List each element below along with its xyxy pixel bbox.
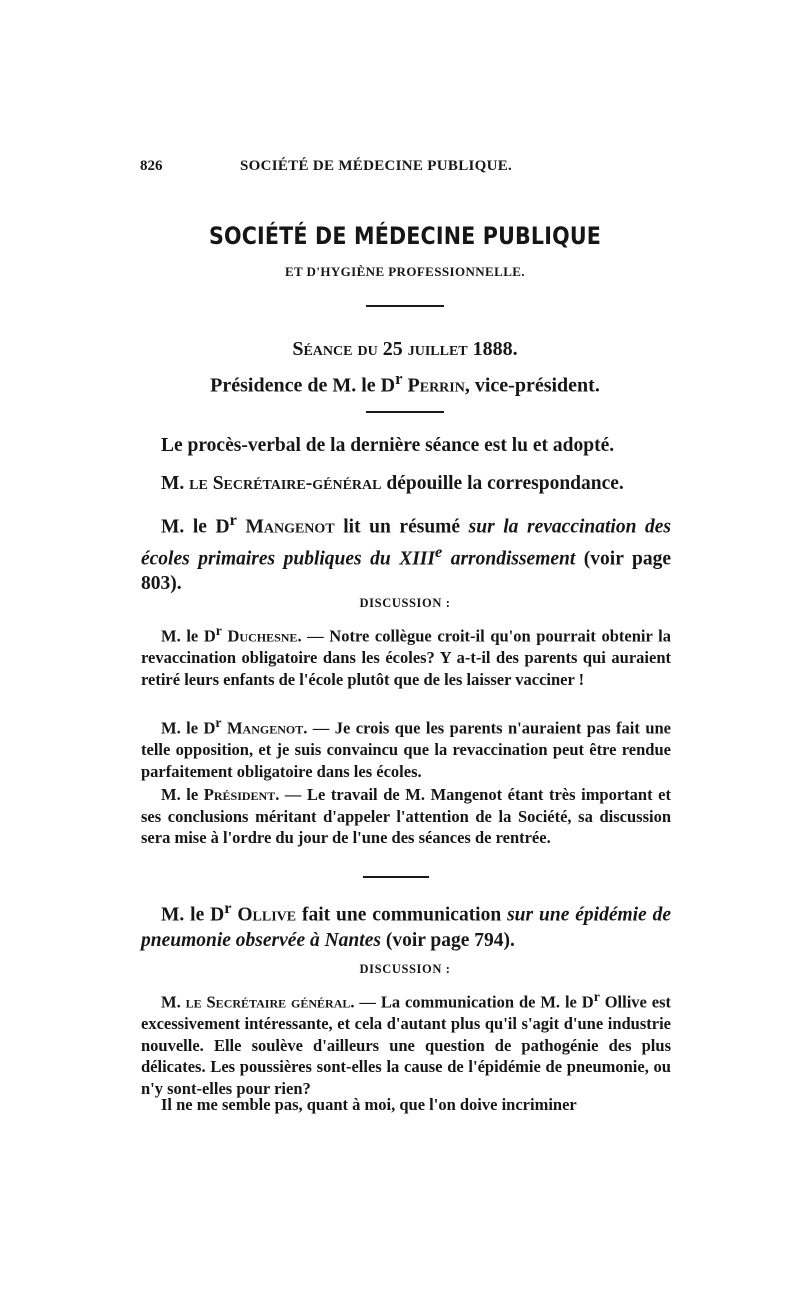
- presidency-prefix: Présidence de M. le D: [210, 374, 396, 397]
- section-divider: [363, 876, 429, 878]
- mangenot-name: Mangenot: [245, 516, 335, 538]
- p3-text: lit un résumé: [334, 516, 469, 538]
- p3-dr-sup: r: [229, 511, 237, 529]
- discussion-heading: DISCUSSION :: [359, 596, 451, 610]
- comm-dr-sup: r: [224, 899, 232, 917]
- society-title: SOCIÉTÉ DE MÉDECINE PUBLIQUE: [208, 222, 602, 250]
- secretary-general-speaker: M. le Secrétaire-général: [161, 473, 382, 494]
- s1-dr-sup: r: [593, 989, 600, 1004]
- presidency-dr-sup: r: [395, 369, 403, 388]
- d1-dr-sup: r: [215, 623, 222, 638]
- d2-dr-sup: r: [215, 715, 222, 730]
- seance-year: 1888.: [472, 338, 518, 360]
- seance-month: juillet: [407, 338, 468, 360]
- d3-text: . — Le travail de M. Mangenot étant très important et ses conclusions méritant d'appeler l'attention de la Société, sa discussion sera mise à l'ordre du jour de l'une des séances de rentrée.: [141, 785, 671, 847]
- comm-prefix: M. le D: [161, 904, 225, 926]
- presidency-suffix: , vice-président.: [464, 374, 600, 397]
- d1-prefix: M. le D: [161, 626, 216, 646]
- comm-text: fait une communication: [296, 904, 508, 926]
- secretary-general-continuation: Il ne me semble pas, quant à moi, que l'on doive incriminer: [161, 1095, 577, 1114]
- s1-rest: Ollive est excessivement intéressante, et cela d'autant plus qu'il s'agit d'une industrie nouvelle. Elle soulève d'ailleurs une question de pathogénie des plus délicates. Les poussières sont-elles la cause de l'épidémie de pneumonie, ou n'y sont-elles pour rien?: [141, 992, 671, 1098]
- correspondence-text: dépouille la correspondance.: [381, 473, 624, 494]
- d2-text: . — Je crois que les parents n'auraient pas fait une telle opposition, et je suis convaincu que la revaccination peut être rendue parfaitement obligatoire dans les écoles.: [141, 718, 671, 781]
- president-paragraph: [141, 784, 671, 849]
- d3-prefix: M. le: [161, 785, 204, 804]
- s1-text: . — La communication de M. le D: [350, 992, 594, 1012]
- secretary-general-speaker: M. le Secrétaire général: [161, 992, 351, 1012]
- correspondence-paragraph: [141, 471, 671, 496]
- d1-text: . — Notre collègue croit-il qu'on pourrait obtenir la revaccination obligatoire dans les écoles? Y a-t-il des parents qui auraient retiré leurs enfants de l'école plutôt que de les laisser vacciner !: [141, 626, 671, 689]
- presidency-line: [140, 369, 670, 398]
- revaccination-title-a: sur la revaccination des écoles primaires publiques du XIII: [141, 516, 672, 569]
- comm-end: (voir page 794).: [380, 929, 515, 951]
- seance-word: Séance: [292, 338, 353, 360]
- revaccination-title-sup: e: [434, 542, 443, 561]
- secretary-general-paragraph: [141, 986, 671, 1099]
- mangenot-reply-paragraph: [141, 712, 671, 782]
- revaccination-title-b: arrondissement: [442, 548, 576, 569]
- section-divider: [366, 305, 444, 307]
- seance-du: du: [357, 338, 378, 360]
- minutes-adopted-paragraph: Le procès-verbal de la dernière séance est lu et adopté.: [161, 435, 615, 456]
- running-title: SOCIÉTÉ DE MÉDECINE PUBLIQUE.: [240, 158, 513, 174]
- society-subtitle: ET D'HYGIÈNE PROFESSIONNELLE.: [284, 264, 525, 279]
- ollive-communication-paragraph: [141, 896, 671, 953]
- duchesne-name: Duchesne: [227, 626, 298, 646]
- page-number: 826: [140, 158, 163, 174]
- mangenot-summary-paragraph: [141, 508, 671, 596]
- seance-day: 25: [382, 338, 403, 360]
- p3-prefix: M. le D: [161, 516, 230, 538]
- mangenot-reply-name: Mangenot: [226, 718, 304, 738]
- president-speaker: Président: [203, 785, 276, 804]
- duchesne-paragraph: [141, 620, 671, 690]
- d2-prefix: M. le D: [161, 718, 216, 738]
- session-date: [140, 338, 670, 361]
- pneumonia-title: sur une épidémie de pneumonie observée à Nantes: [141, 904, 672, 951]
- discussion-heading: DISCUSSION :: [359, 962, 451, 976]
- president-name: Perrin: [407, 374, 465, 397]
- ollive-name: Ollive: [237, 904, 297, 926]
- section-divider: [366, 411, 444, 413]
- running-header: [140, 158, 680, 182]
- p3-end: (voir page 803).: [141, 548, 671, 594]
